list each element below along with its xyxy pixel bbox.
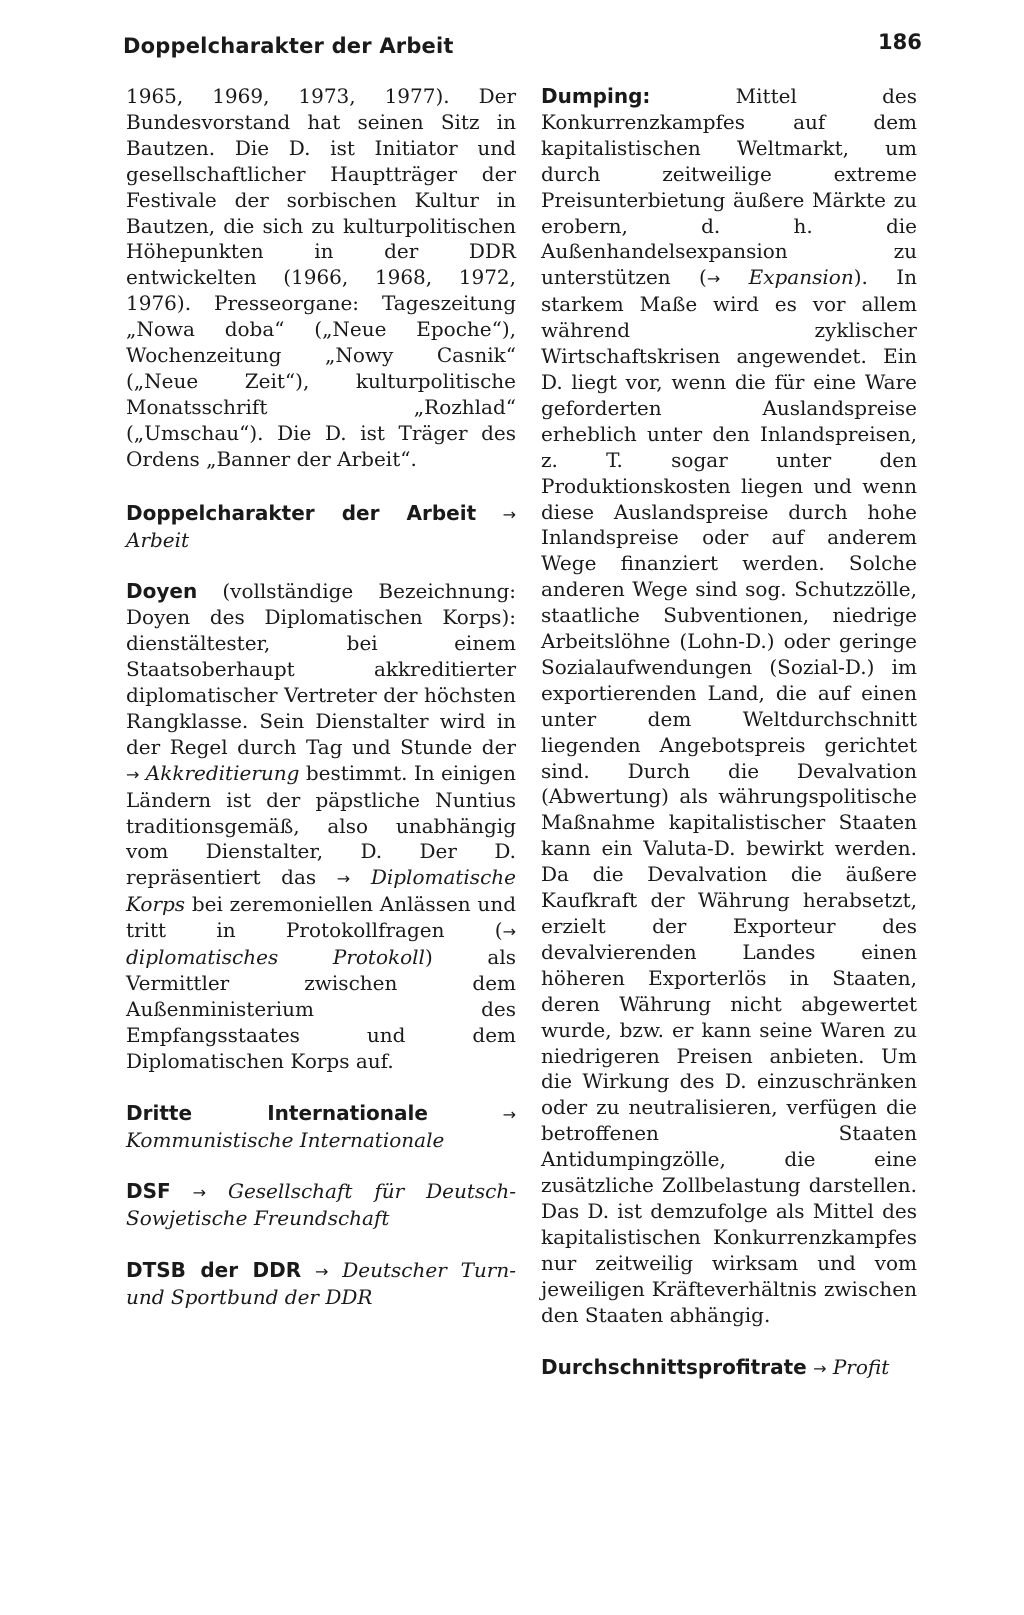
cross-reference-gesellschaft-dsf[interactable]: Gesellschaft für Deutsch-Sowjetische Freundschaft [126,1179,517,1231]
running-head: Doppelcharakter der Arbeit [123,34,454,58]
arrow-icon: → [706,269,721,289]
arrow-icon: → [813,1358,827,1378]
headword-dsf: DSF [126,1179,171,1204]
cross-reference-turn-und-sportbund[interactable]: Deutscher Turn- und Sportbund der DDR [126,1258,517,1310]
arrow-icon: → [126,764,140,784]
entry-durchschnittsprofitrate [541,1355,917,1382]
cross-reference-diplomatische-korps[interactable]: Diplomatische Korps [126,865,516,917]
entry-dsf [126,1179,516,1232]
entry-dumping [541,84,917,1329]
headword-durchschnittsprofitrate: Durchschnittsprofitrate [541,1354,807,1379]
arrow-icon: → [314,1262,329,1282]
right-column [541,84,917,1407]
arrow-icon: → [336,869,351,889]
left-column [126,84,516,1337]
cross-reference-kommunistische-internationale[interactable]: Kommunistische Internationale [126,1127,445,1152]
arrow-icon: → [502,504,516,524]
cross-reference-expansion[interactable]: Expansion [748,265,854,290]
doyen-text-3: bei zeremoniellen Anlässen und tritt in Protokollfragen ( [126,892,516,943]
entry-dritte-internationale [126,1101,516,1154]
dumping-text-1: Mittel des Konkurrenzkampfes auf dem kapitalistischen Weltmarkt, um durch zeitweilige extreme Preisunterbietung äußere Märkte zu erobern, d. h. die Außenhandelsexpansion zu unterstützen ( [541,84,917,290]
doyen-text-4: ) als Vermittler zwischen dem Außenministerium des Empfangsstaates und dem Diplomatischen Korps auf. [126,945,516,1073]
headword-dritte-internationale: Dritte Internationale [126,1100,428,1125]
headword-doppelcharakter: Doppelcharakter der Arbeit [126,500,477,525]
doyen-text-2: bestimmt. In einigen Ländern ist der päpstliche Nuntius traditionsgemäß, also unabhängig vom Dienstalter, D. Der D. repräsentiert das [126,760,517,890]
doyen-text-1: (vollständige Bezeichnung: Doyen des Diplomatischen Korps): dienstältester, bei einem Staatsoberhaupt akkreditierter diplomatischer Vertreter der höchsten Rangklasse. Sein Dienstalter wird in der Regel durch Tag und Stunde der [126,579,516,759]
dumping-text-2: ). In starkem Maße wird es vor allem während zyklischer Wirtschaftskrisen angewendet. Ein D. liegt vor, wenn die für eine Ware geforderten Auslandspreise erheblich unter den Inlandspreisen, z. T. sogar unter den Produktionskosten liegen und wenn diese Auslandspreise durch hohe Inlandspreise oder auf anderem Wege finanziert werden. Solche anderen Wege sind sog. Schutzzölle, staatliche Subventionen, niedrige Arbeitslöhne (Lohn-D.) oder geringe Sozialaufwendungen (Sozial-D.) im exportierenden Land, die auf einen unter dem Weltdurchschnitt liegenden Angebotspreis gerichtet sind. Durch die Devalvation (Abwertung) als währungspolitische Maßnahme kapitalistischer Staaten kann ein Valuta-D. bewirkt werden. Da die Devalvation die äußere Kaufkraft der Währung herabsetzt, erzielt der Exporteur des devalvierenden Landes einen höheren Exporterlös in Staaten, deren Währung nicht abgewertet wurde, bzw. er kann seine Waren zu niedrigeren Preisen anbieten. Um die Wirkung des D. einzuschränken oder zu neutralisieren, verfügen die betroffenen Staaten Antidumpingzölle, die eine zusätzliche Zollbelastung darstellen. Das D. ist demzufolge als Mittel des kapitalistischen Konkurrenzkampfes nur zeitweilig wirksam und vom jeweiligen Kräfteverhältnis zwischen den Staaten abhängig. [541,265,918,1327]
entry-doppelcharakter [126,501,516,554]
cross-reference-profit[interactable]: Profit [832,1354,890,1379]
cross-reference-diplomatisches-protokoll[interactable]: diplomatisches Protokoll [126,945,425,970]
continuation-text: 1965, 1969, 1973, 1977). Der Bundesvorstand hat seinen Sitz in Bautzen. Die D. ist Initiator und gesellschaftlicher Hauptträger der Festivale der sorbischen Kultur in Bautzen, die sich zu kulturpolitischen Höhepunkten in der DDR entwickelten (1966, 1968, 1972, 1976). Presseorgane: Tageszeitung „Nowa doba“ („Neue Epoche“), Wochenzeitung „Nowy Casnik“ („Neue Zeit“), kulturpolitische Monatsschrift „Rozhlad“ („Umschau“). Die D. ist Träger des Ordens „Banner der Arbeit“. [126,84,516,471]
cross-reference-akkreditierung[interactable]: Akkreditierung [145,760,300,785]
arrow-icon: → [192,1183,207,1203]
entry-doyen [126,579,516,1074]
cross-reference-arbeit[interactable]: Arbeit [126,527,190,552]
headword-dumping: Dumping: [541,84,651,108]
headword-doyen: Doyen [126,579,198,604]
headword-dtsb: DTSB der DDR [126,1258,302,1283]
entry-continuation [126,84,516,473]
entry-dtsb [126,1258,516,1311]
arrow-icon: → [502,922,516,942]
arrow-icon: → [502,1104,517,1124]
page-number: 186 [878,30,922,54]
